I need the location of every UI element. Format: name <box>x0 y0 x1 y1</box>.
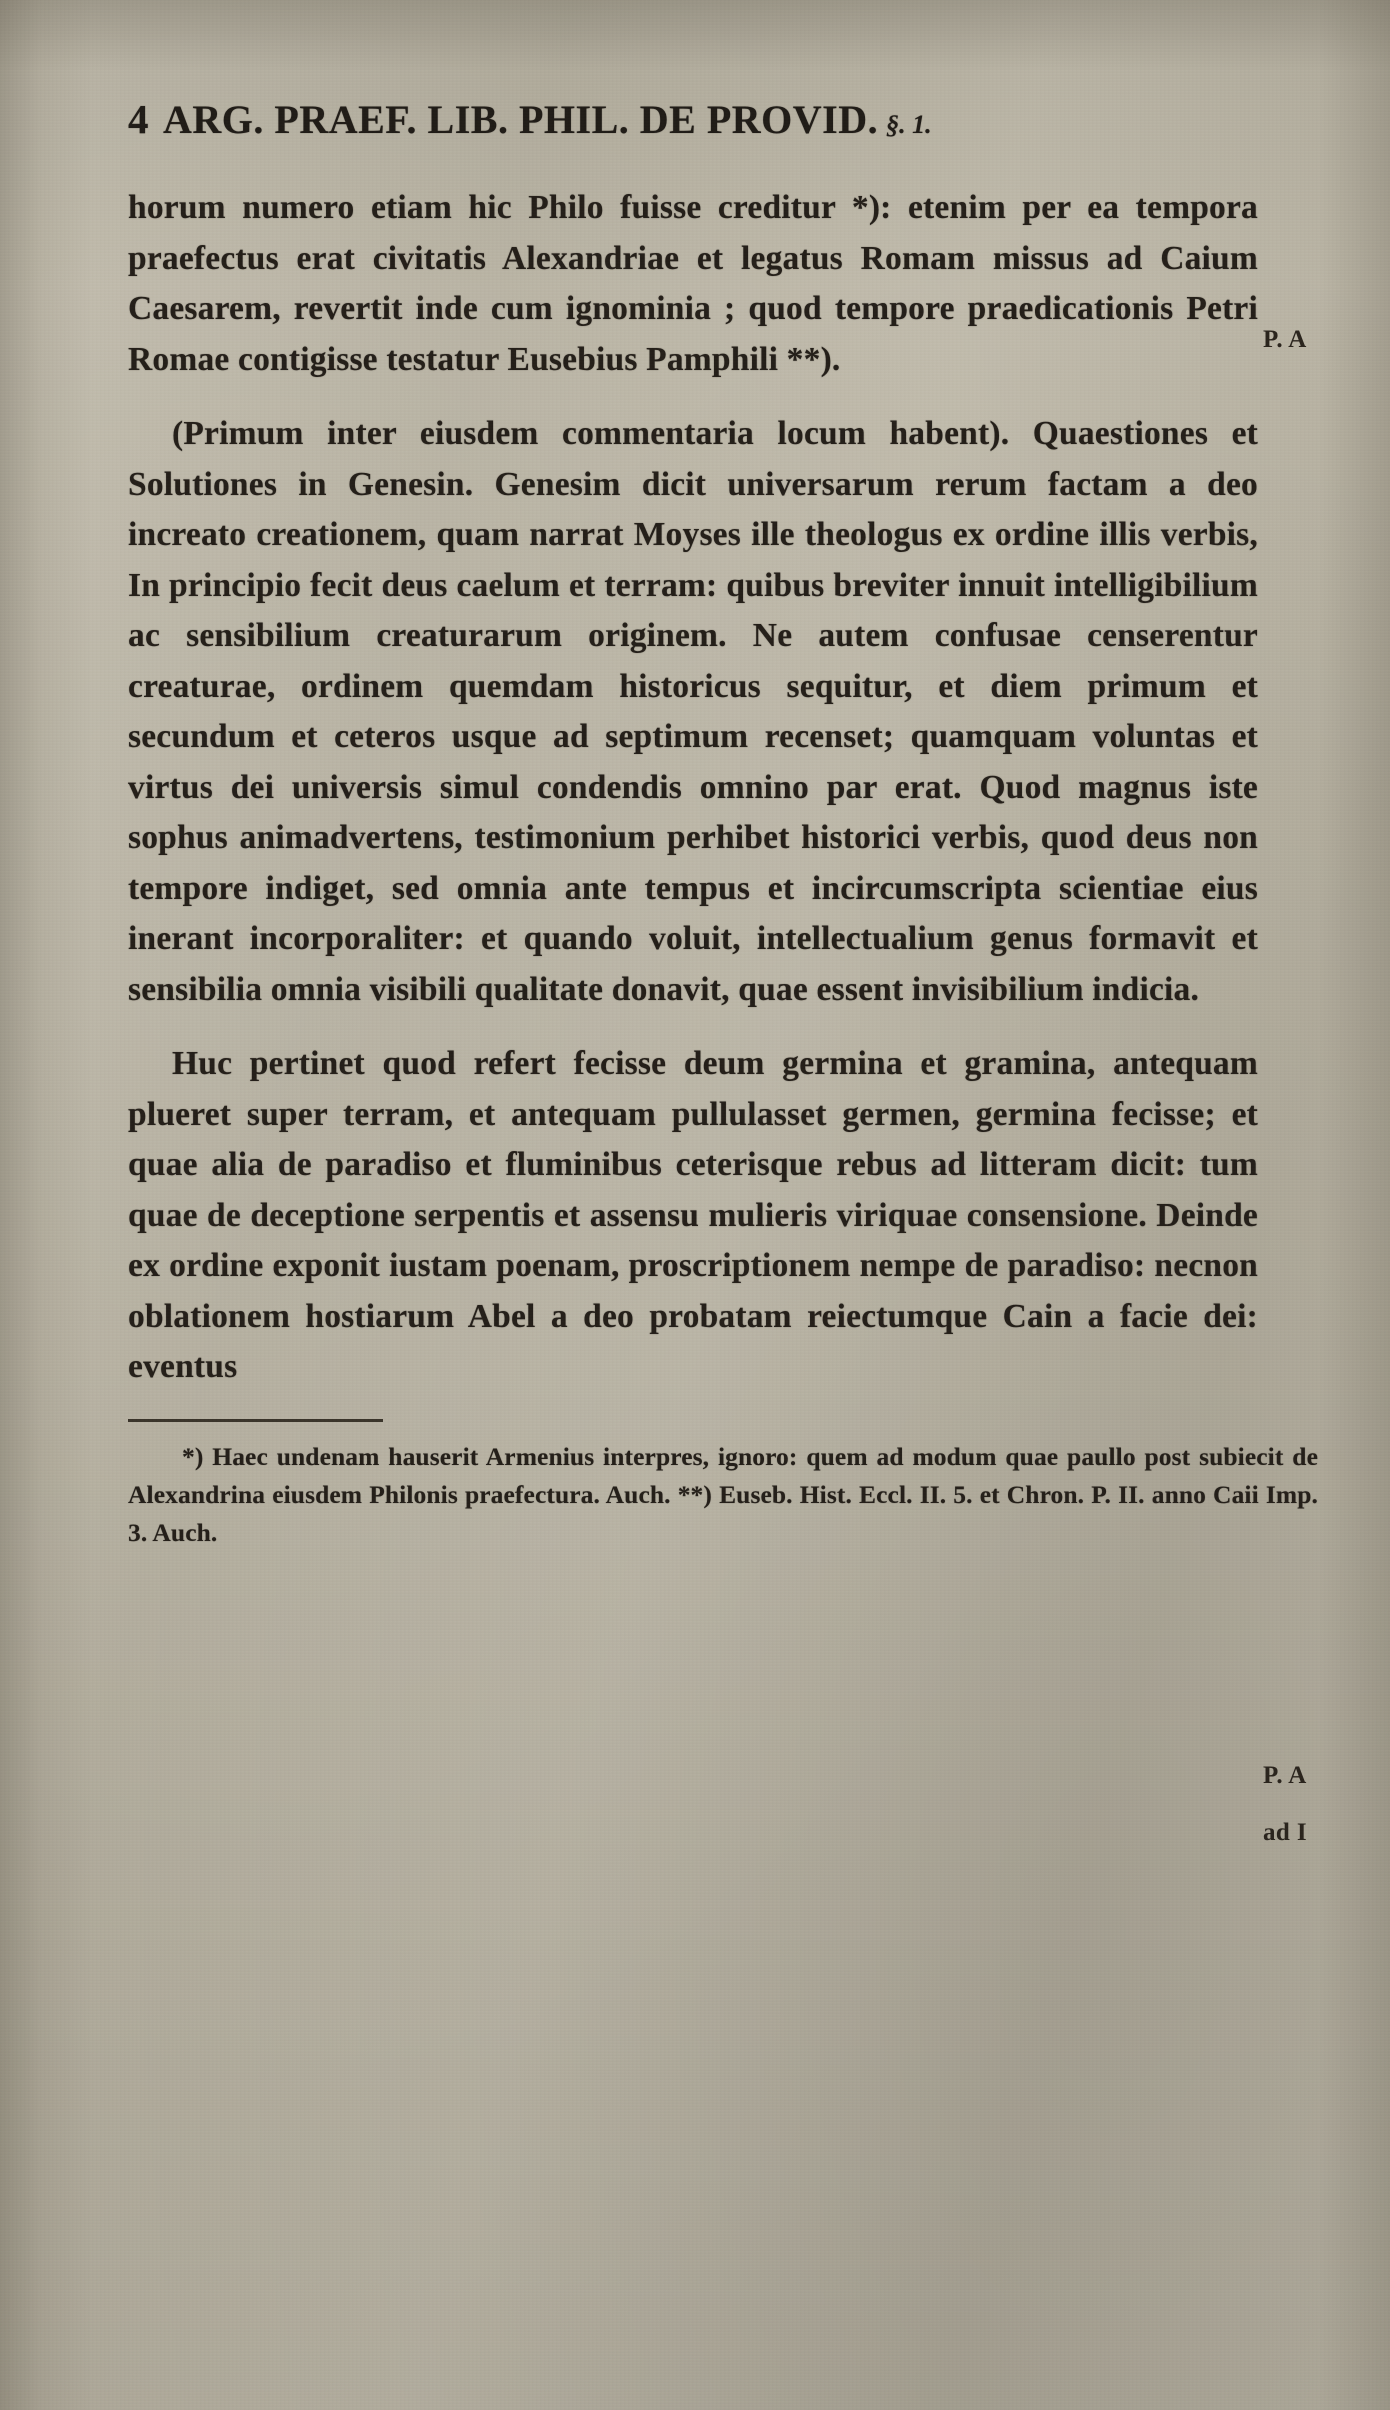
running-head <box>128 95 1358 143</box>
paragraph-2: (Primum inter eiusdem commentaria locum habent). Quaestiones et Solutiones in Genesin. Genesim dicit universarum rerum factam a deo increato creationem, quam narrat Moyses ille theologus ex ordine illis verbis, In principio fecit deus caelum et terram: quibus breviter innuit intelligibilium ac sensibilium creaturarum originem. Ne autem confusae censerentur creaturae, ordinem quemdam historicus sequitur, et diem primum et secundum et ceteros usque ad septimum recenset; quamquam voluntas et virtus dei universis simul condendis omnino par erat. Quod magnus iste sophus animadvertens, testimonium perhibet historici verbis, quod deus non tempore indiget, sed omnia ante tempus et incircumscripta scientiae eius inerant incorporaliter: et quando voluit, intellectualium genus formavit et sensibilia omnia visibili qualitate donavit, quae essent invisibilium indicia. <box>128 415 1258 1008</box>
margin-note-3: ad I <box>1263 1819 1307 1846</box>
paragraph-3: Huc pertinet quod refert fecisse deum germina et gramina, antequam plueret super terram, et antequam pullulasset germen, germina fecisse; et quae alia de paradiso et fluminibus ceterisque rebus ad litteram dicit: tum quae de deceptione serpentis et assensu mulieris viriquae consensione. Deinde ex ordine exponit iustam poenam, proscriptionem nempe de paradiso: necnon oblationem hostiarum Abel a deo probatam reiectumque Cain a facie dei: eventus <box>128 1045 1258 1385</box>
page-top-shadow <box>0 0 1390 70</box>
running-head-title: ARG. PRAEF. LIB. PHIL. DE PROVID. <box>163 97 879 142</box>
footnote-rule <box>128 1419 383 1422</box>
body-column <box>128 183 1318 1846</box>
margin-note-2: P. A <box>1263 1762 1307 1789</box>
section-mark: §. 1. <box>886 110 932 139</box>
footnote-block <box>128 1438 1318 1552</box>
page-number: 4 <box>128 96 149 142</box>
footnote-text: *) Haec undenam hauserit Armenius interpres, ignoro: quem ad modum quae paullo post subiecit de Alexandrina eiusdem Philonis praefectura. Auch. **) Euseb. Hist. Eccl. II. 5. et Chron. P. II. anno Caii Imp. 3. Auch. <box>128 1441 1318 1547</box>
paragraph-1: horum numero etiam hic Philo fuisse creditur *): etenim per ea tempora praefectus erat civitatis Alexandriae et legatus Romam missus ad Caium Caesarem, revertit inde cum ignominia ; quod tempore praedicationis Petri Romae contigisse testatur Eusebius Pamphili **). <box>128 189 1258 378</box>
page-content <box>128 95 1358 1846</box>
margin-note-1: P. A <box>1263 326 1307 353</box>
page-gutter-shadow <box>0 0 92 2410</box>
